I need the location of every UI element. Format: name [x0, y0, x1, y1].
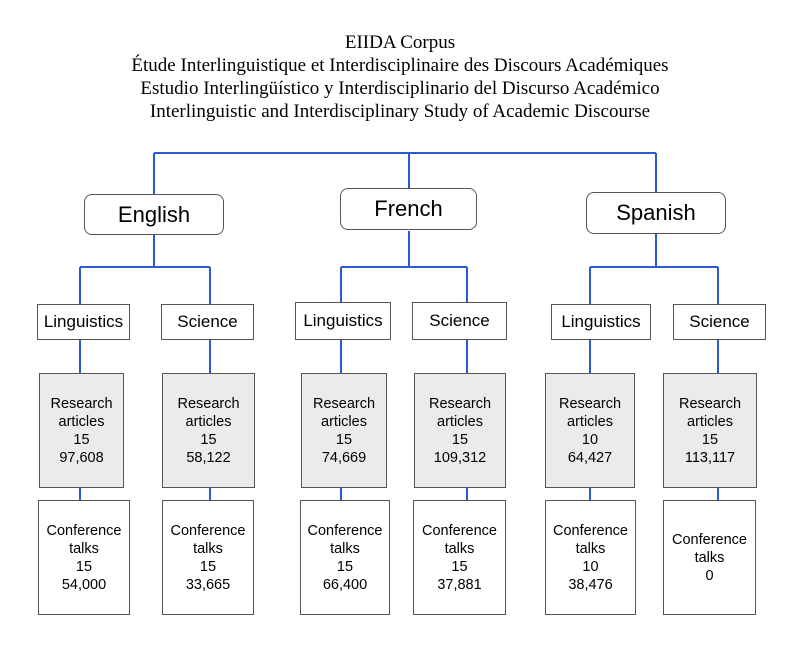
language-box-french [340, 188, 477, 230]
conference-label-1: Conference [553, 522, 628, 539]
conference-label-2: talks [193, 540, 223, 557]
conference-label-2: talks [575, 540, 606, 557]
research-label-2: articles [687, 413, 733, 430]
conference-label-1: Conference [307, 522, 383, 539]
conference-label-1: Conference [672, 531, 747, 548]
field-box-english-linguistics [37, 304, 130, 340]
research-count: 15 [451, 431, 469, 448]
conference-label-2: talks [444, 540, 475, 557]
conference-label-2: talks [69, 540, 99, 557]
field-box-french-linguistics [295, 302, 391, 340]
conference-box-english-linguistics [38, 500, 130, 615]
conference-count: 15 [75, 558, 93, 575]
research-label-2: articles [321, 413, 367, 430]
conference-count: 15 [336, 558, 354, 575]
language-label: French [374, 196, 443, 221]
conference-label-2: talks [330, 540, 360, 557]
research-count: 15 [73, 431, 90, 448]
conference-box-spanish-linguistics [545, 500, 636, 615]
research-label-2: articles [437, 413, 483, 430]
research-words: 74,669 [321, 449, 367, 466]
conference-words: 37,881 [437, 576, 482, 593]
research-label-1: Research [558, 395, 622, 412]
conference-box-spanish-science [663, 500, 756, 615]
conference-box-english-science [162, 500, 254, 615]
field-label: Science [689, 312, 750, 331]
title-spanish: Estudio Interlingüístico y Interdisciplinario del Discurso Académico [140, 78, 660, 99]
conference-words: 66,400 [322, 576, 368, 593]
title-english: Interlinguistic and Interdisciplinary Study of Academic Discourse [149, 101, 651, 122]
research-box-french-linguistics [301, 373, 387, 488]
research-label-2: articles [567, 413, 613, 430]
research-words: 58,122 [186, 449, 231, 466]
field-label: Science [177, 312, 238, 331]
research-label-1: Research [312, 395, 376, 412]
field-label: Linguistics [43, 312, 124, 331]
research-label-1: Research [678, 395, 742, 412]
research-label-1: Research [177, 395, 240, 412]
conference-count: 15 [451, 558, 468, 575]
conference-count: 10 [582, 558, 599, 575]
research-words: 113,117 [684, 449, 736, 466]
conference-words: 38,476 [568, 576, 613, 593]
research-count: 15 [200, 431, 217, 448]
research-words: 64,427 [567, 449, 613, 466]
title-french: Étude Interlinguistique et Interdisciplinaire des Discours Académiques [131, 55, 669, 76]
research-count: 15 [335, 431, 353, 448]
research-label-2: articles [58, 413, 105, 430]
conference-label-2: talks [694, 549, 725, 566]
conference-words: 33,665 [185, 576, 231, 593]
conference-count: 15 [199, 558, 217, 575]
research-label-2: articles [185, 413, 232, 430]
language-label: Spanish [616, 200, 696, 225]
field-label: Linguistics [561, 312, 641, 331]
language-label: English [117, 201, 191, 227]
research-label-1: Research [428, 395, 492, 412]
field-box-spanish-science [673, 304, 766, 340]
conference-box-french-linguistics [300, 500, 390, 615]
conference-label-1: Conference [422, 522, 497, 539]
research-count: 15 [701, 431, 719, 448]
research-count: 10 [581, 431, 599, 448]
research-box-english-science [162, 373, 255, 488]
research-label-1: Research [50, 395, 113, 412]
research-box-spanish-science [663, 373, 757, 488]
research-words: 97,608 [59, 449, 104, 466]
conference-label-1: Conference [170, 522, 246, 539]
research-box-spanish-linguistics [545, 373, 635, 488]
research-words: 109,312 [433, 449, 487, 466]
field-label: Linguistics [303, 311, 383, 330]
field-box-french-science [412, 302, 507, 340]
language-box-english [84, 194, 224, 235]
conference-words: 0 [705, 567, 714, 584]
conference-label-1: Conference [46, 522, 122, 539]
field-label: Science [429, 311, 490, 330]
field-box-spanish-linguistics [551, 304, 651, 340]
corpus-title: EIIDA Corpus [344, 32, 456, 53]
field-box-english-science [161, 304, 254, 340]
research-box-french-science [414, 373, 506, 488]
research-box-english-linguistics [39, 373, 124, 488]
conference-box-french-science [413, 500, 506, 615]
conference-words: 54,000 [61, 576, 107, 593]
language-box-spanish [586, 192, 726, 234]
